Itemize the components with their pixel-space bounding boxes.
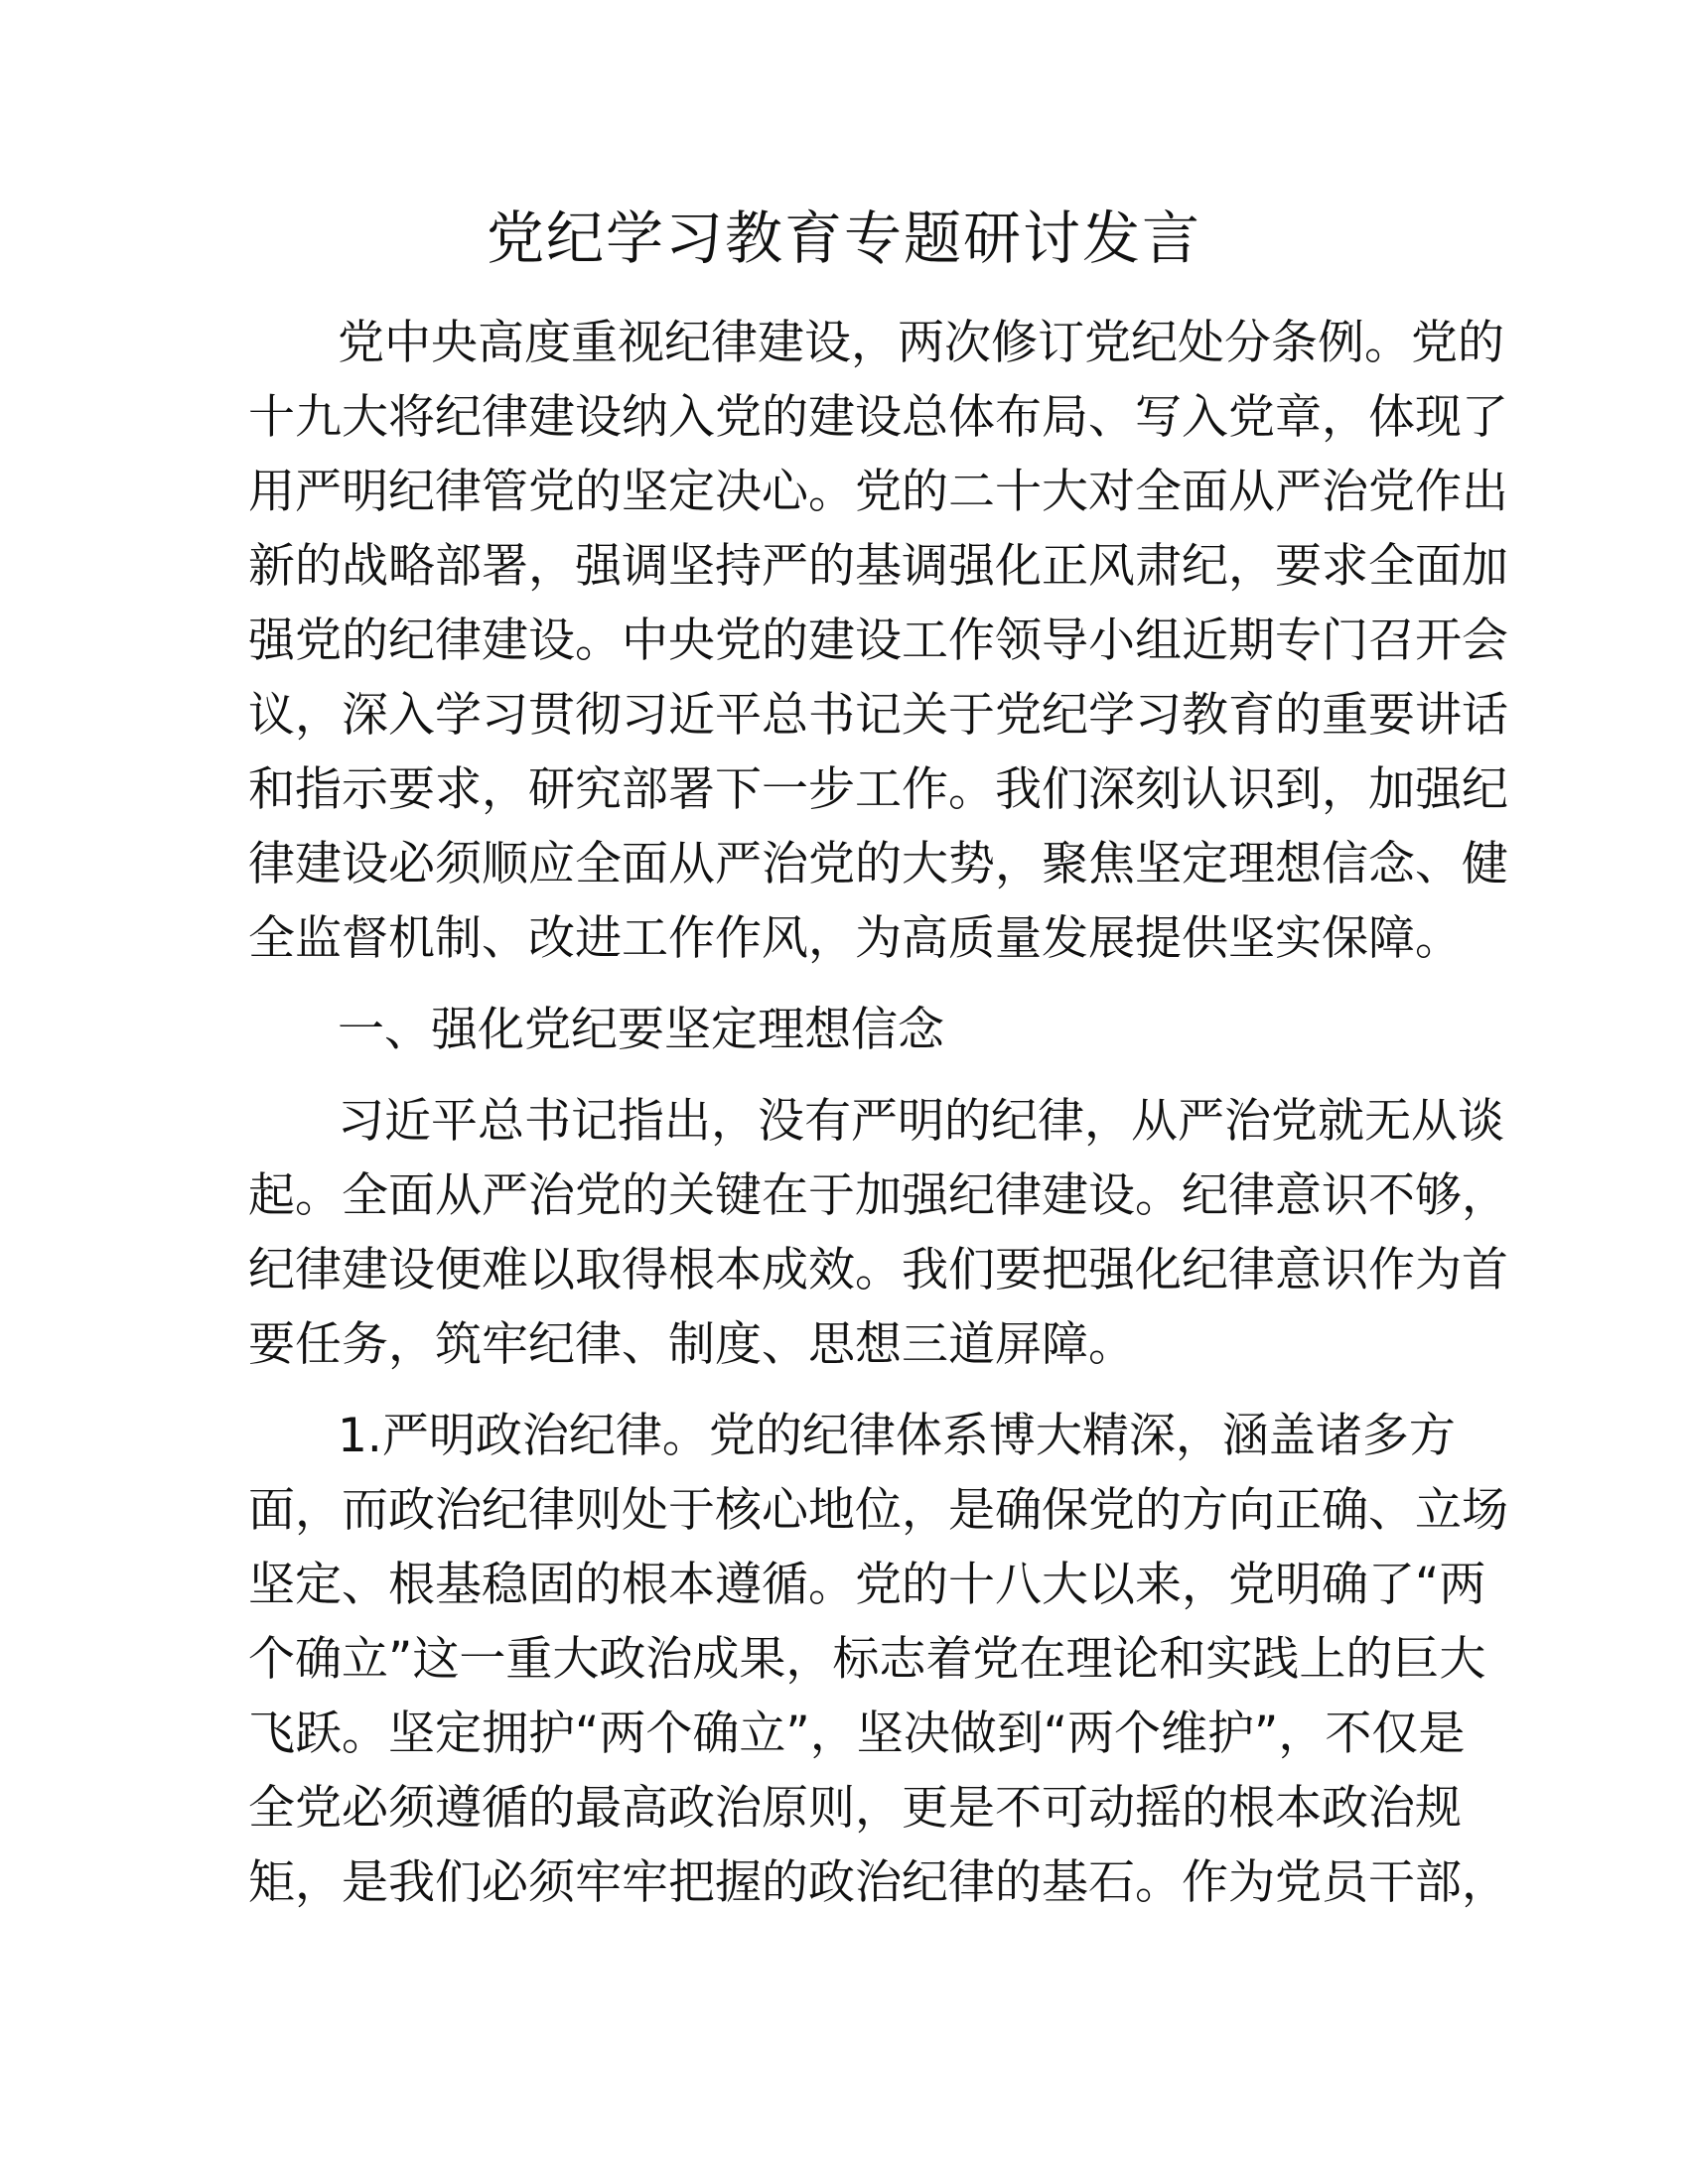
paragraph-line: 矩，是我们必须牢牢把握的政治纪律的基石。作为党员干部，: [248, 1855, 1508, 1910]
paragraph-line: 议，深入学习贯彻习近平总书记关于党纪学习教育的重要讲话: [248, 688, 1508, 743]
paragraph-line: 新的战略部署，强调坚持严的基调强化正风肃纪，要求全面加: [248, 539, 1508, 594]
paragraph-line: 党中央高度重视纪律建设，两次修订党纪处分条例。党的: [338, 316, 1504, 370]
section-heading: 一、强化党纪要坚定理想信念: [338, 1003, 944, 1057]
paragraph-line: 律建设必须顺应全面从严治党的大势，聚焦坚定理想信念、健: [248, 837, 1508, 891]
paragraph-line: 习近平总书记指出，没有严明的纪律，从严治党就无从谈: [338, 1094, 1504, 1149]
paragraph-line: 起。全面从严治党的关键在于加强纪律建设。纪律意识不够，: [248, 1168, 1508, 1223]
paragraph-line: 纪律建设便难以取得根本成效。我们要把强化纪律意识作为首: [248, 1243, 1508, 1297]
paragraph-line: 要任务，筑牢纪律、制度、思想三道屏障。: [248, 1317, 1135, 1372]
paragraph-line: 用严明纪律管党的坚定决心。党的二十大对全面从严治党作出: [248, 465, 1508, 519]
paragraph-line: 面，而政治纪律则处于核心地位，是确保党的方向正确、立场: [248, 1483, 1508, 1538]
paragraph-line: 全党必须遵循的最高政治原则，更是不可动摇的根本政治规: [248, 1781, 1462, 1836]
document-title: 党纪学习教育专题研讨发言: [486, 205, 1201, 272]
paragraph-line: 个确立”这一重大政治成果，标志着党在理论和实践上的巨大: [248, 1632, 1486, 1687]
paragraph-line: 飞跃。坚定拥护“两个确立”，坚决做到“两个维护”，不仅是: [248, 1706, 1466, 1761]
paragraph-line: 和指示要求，研究部署下一步工作。我们深刻认识到，加强纪: [248, 762, 1508, 817]
paragraph-line: 全监督机制、改进工作作风，为高质量发展提供坚实保障。: [248, 911, 1462, 966]
paragraph-line: 十九大将纪律建设纳入党的建设总体布局、写入党章，体现了: [248, 390, 1508, 445]
paragraph-line: 坚定、根基稳固的根本遵循。党的十八大以来，党明确了“两: [248, 1558, 1486, 1612]
paragraph-line: 强党的纪律建设。中央党的建设工作领导小组近期专门召开会: [248, 614, 1508, 668]
paragraph-line: 1.严明政治纪律。党的纪律体系博大精深，涵盖诸多方: [338, 1409, 1456, 1463]
